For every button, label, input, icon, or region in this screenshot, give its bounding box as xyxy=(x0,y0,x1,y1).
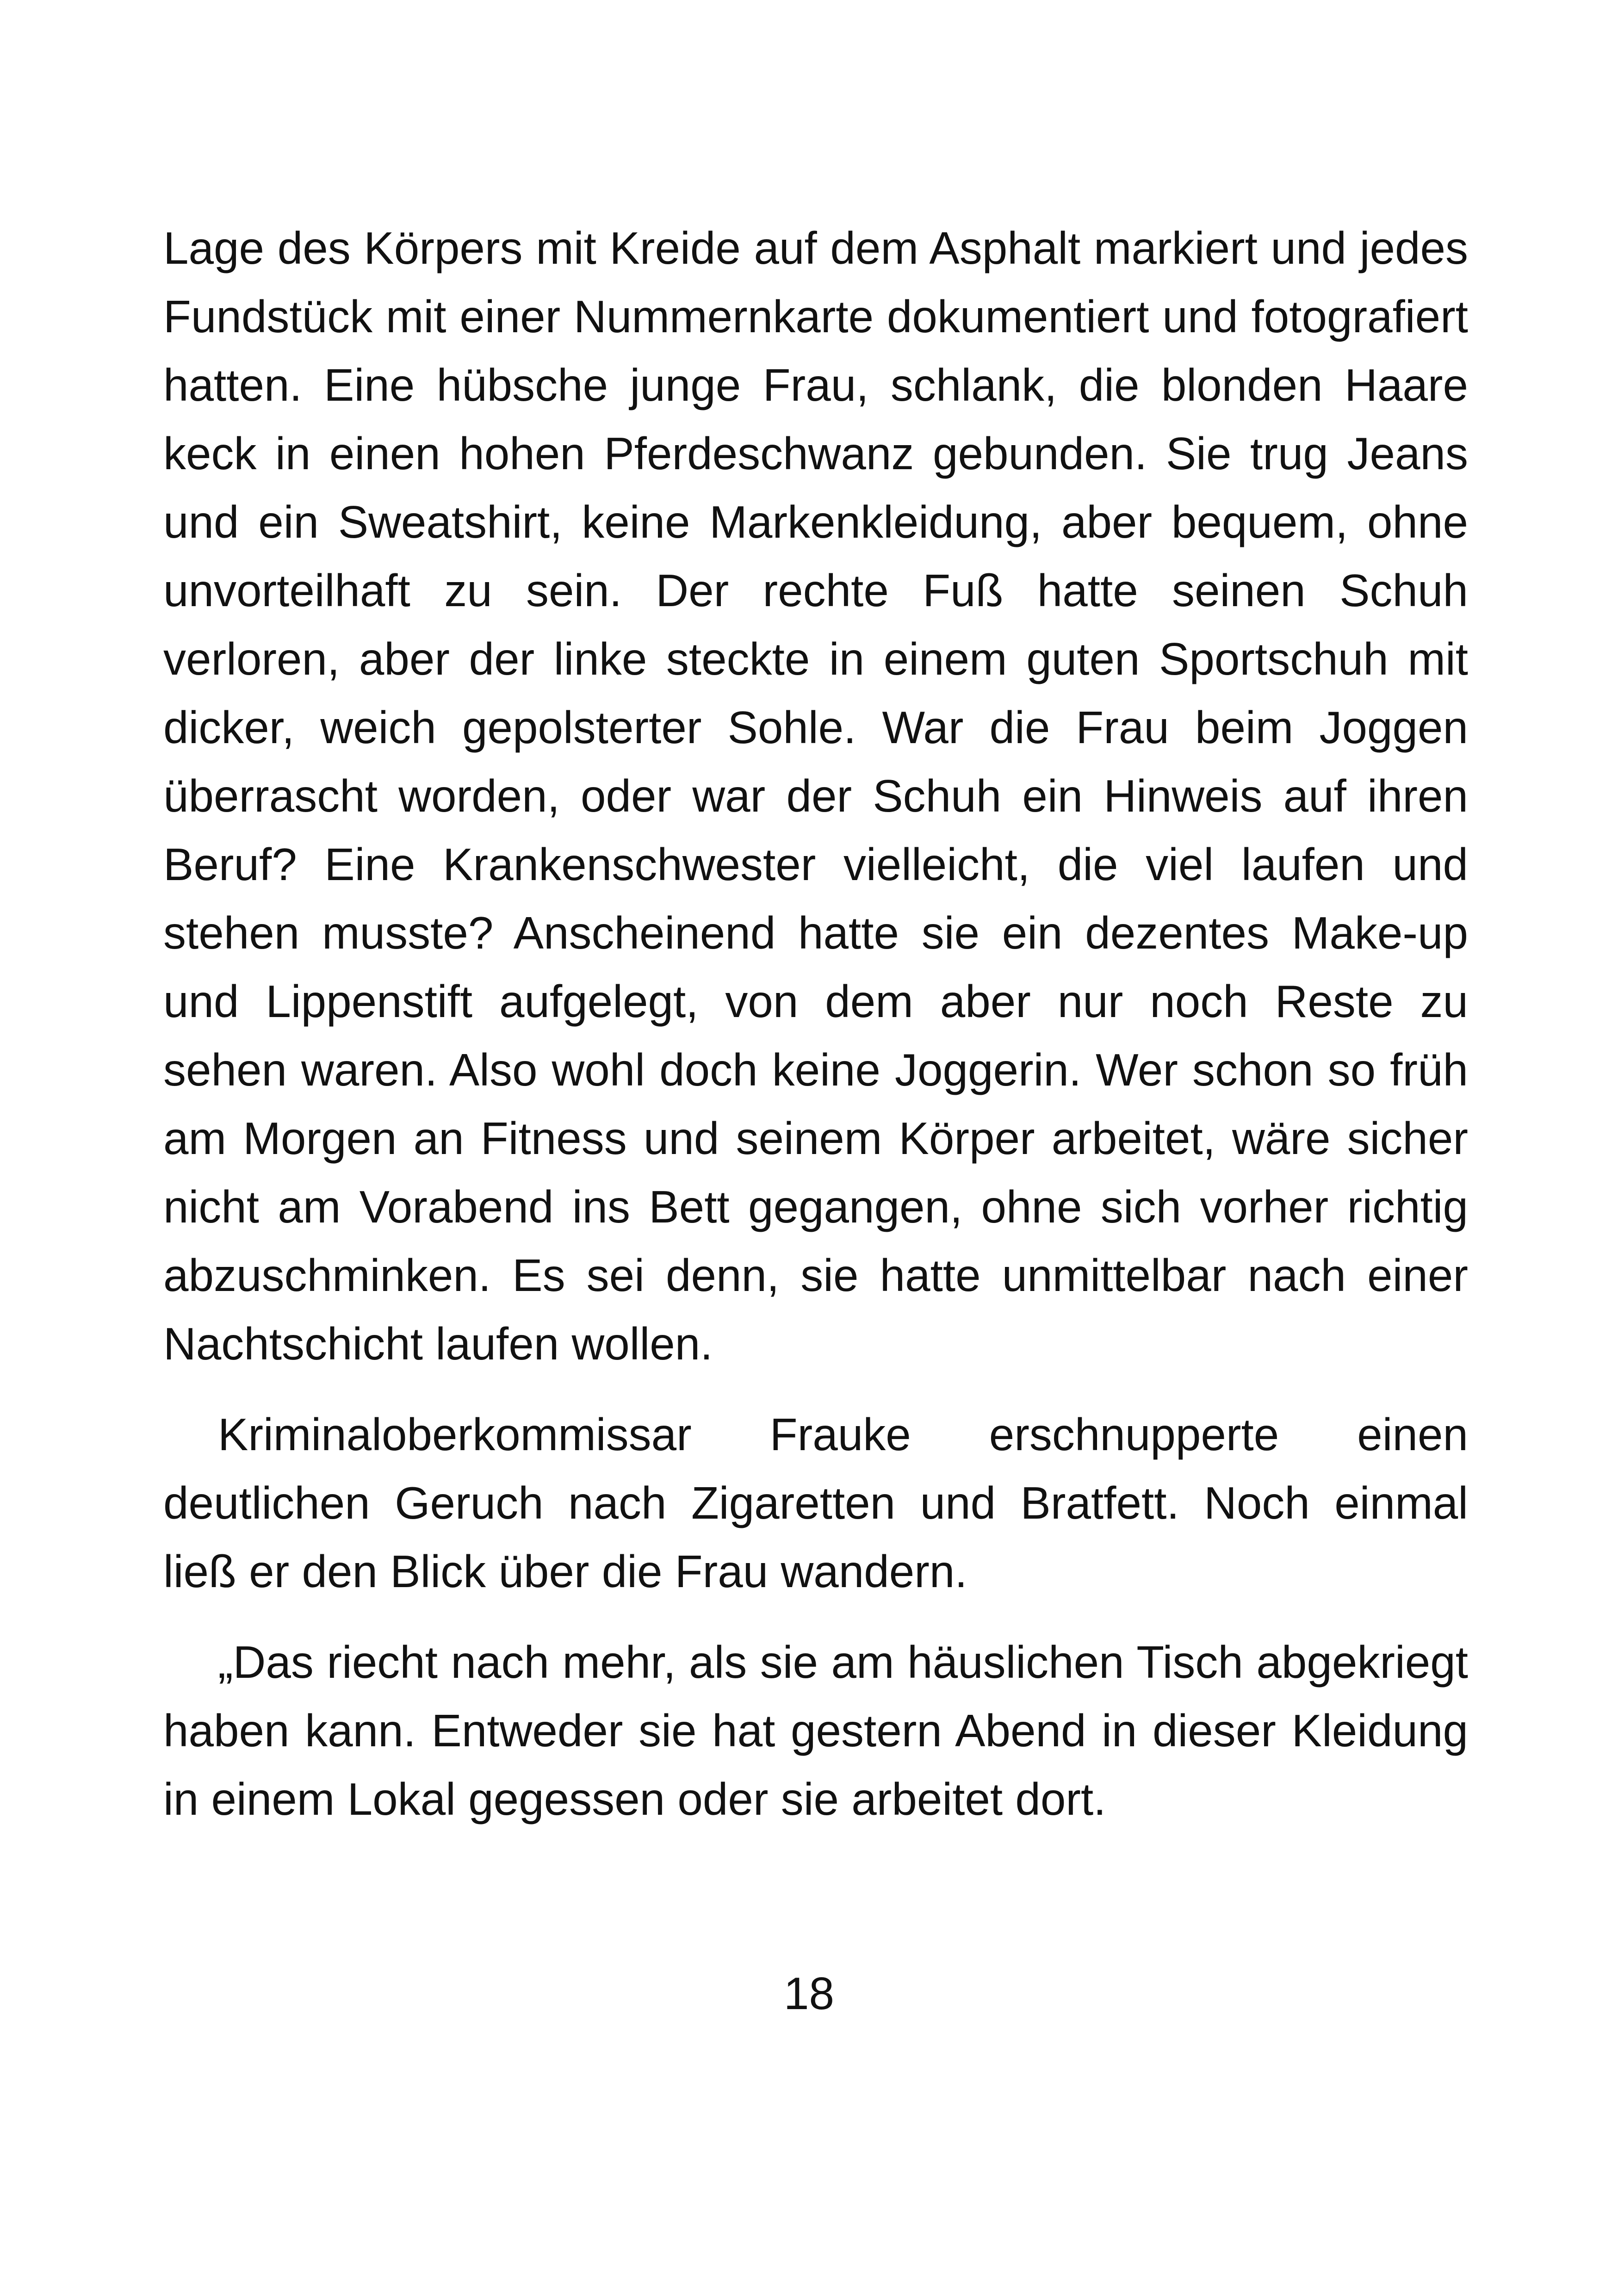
paragraph-2: Kriminaloberkommissar Frauke erschnupperte einen deutlichen Geruch nach Zigaretten und Bratfett. Noch einmal ließ er den Blick über die Frau wandern. xyxy=(163,1409,1468,1597)
page-number: 18 xyxy=(783,1968,834,2019)
paragraph-3: „Das riecht nach mehr, als sie am häuslichen Tisch abgekriegt haben kann. Entweder sie hat gestern Abend in dieser Kleidung in einem Lokal gegessen oder sie arbeitet dort. xyxy=(163,1637,1468,1824)
body-text xyxy=(163,214,1468,1833)
paragraph-1: Lage des Körpers mit Kreide auf dem Asphalt markiert und jedes Fundstück mit einer Nummernkarte dokumentiert und fotografiert hatten. Eine hübsche junge Frau, schlank, die blonden Haare keck in einen hohen Pferdeschwanz gebunden. Sie trug Jeans und ein Sweatshirt, keine Markenkleidung, aber bequem, ohne unvorteilhaft zu sein. Der rechte Fuß hatte seinen Schuh verloren, aber der linke steckte in einem guten Sportschuh mit dicker, weich gepolsterter Sohle. War die Frau beim Joggen überrascht worden, oder war der Schuh ein Hinweis auf ihren Beruf? Eine Krankenschwester vielleicht, die viel laufen und stehen musste? Anscheinend hatte sie ein dezentes Make-up und Lippenstift aufgelegt, von dem aber nur noch Reste zu sehen waren. Also wohl doch keine Joggerin. Wer schon so früh am Morgen an Fitness und seinem Körper arbeitet, wäre sicher nicht am Vorabend ins Bett gegangen, ohne sich vorher richtig abzuschminken. Es sei denn, sie hatte unmittelbar nach einer Nachtschicht laufen wollen. xyxy=(163,223,1468,1369)
